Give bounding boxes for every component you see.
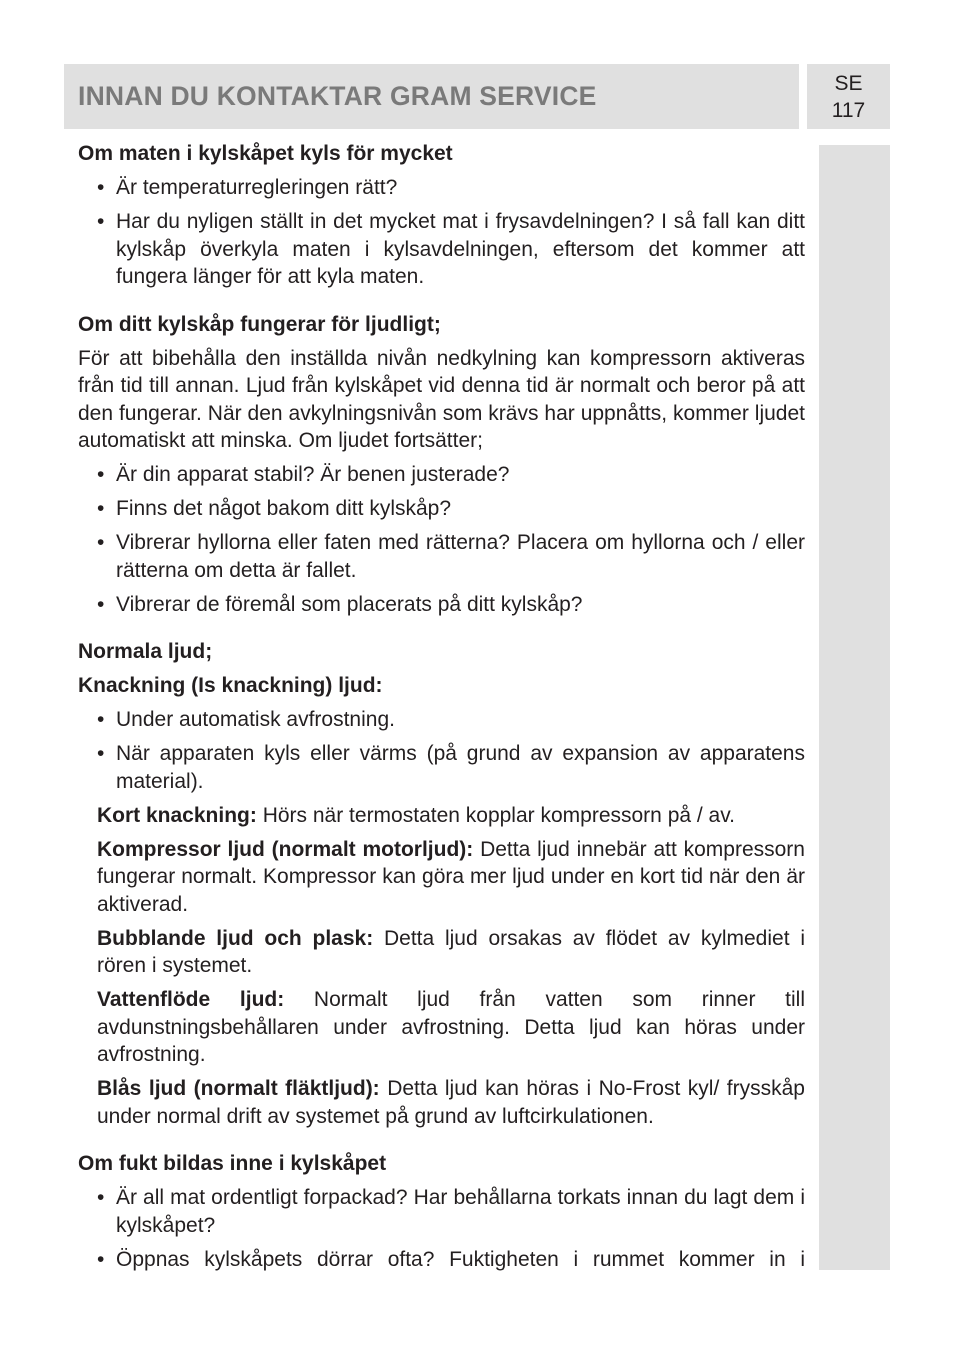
bullet-icon: •: [97, 497, 105, 520]
page-number: 117: [831, 98, 866, 122]
section-subheading: Knackning (Is knackning) ljud:: [78, 674, 383, 697]
bullet-text: Öppnas kylskåpets dörrar ofta? Fuktigheten i rummet kommer in i: [116, 1247, 805, 1271]
bullet-icon: •: [97, 1247, 105, 1271]
definition-term: Blås ljud (normalt fläktljud):: [97, 1077, 380, 1100]
definition: [97, 925, 805, 980]
bullet-text: Är all mat ordentligt forpackad? Har behållarna torkats innan du lagt dem i kylskåpet?: [116, 1186, 805, 1237]
list-item: [78, 208, 805, 291]
definition: [97, 1075, 805, 1130]
definition-text: Detta ljud orsakas av flödet av kylmediet i rören i systemet.: [97, 926, 805, 977]
list-item: [78, 495, 805, 523]
page-tab: [807, 64, 890, 129]
bullet-text: Har du nyligen ställt in det mycket mat i frysavdelningen? I så fall kan ditt kylskåp överkyla maten i kylsavdelningen, eftersom det kommer att fungera länger för att kyla maten.: [116, 210, 805, 288]
definition: [97, 986, 805, 1069]
side-strip: [819, 145, 890, 1270]
definition-term: Vattenflöde ljud:: [97, 988, 285, 1011]
bullet-text: Vibrerar hyllorna eller faten med rätterna? Placera om hyllorna och / eller rätterna om detta är fallet.: [116, 531, 805, 582]
bullet-icon: •: [97, 708, 105, 731]
bullet-icon: •: [97, 463, 105, 486]
section-heading: Om fukt bildas inne i kylskåpet: [78, 1152, 387, 1175]
definition-text: Detta ljud kan höras i No-Frost kyl/ frysskåp under normal drift av systemet på grund av luftcirkulationen.: [97, 1077, 805, 1128]
section-heading: Normala ljud;: [78, 640, 213, 663]
definition-term: Bubblande ljud och plask:: [97, 926, 374, 950]
definition-term: Kort knackning:: [97, 803, 257, 827]
section-heading: Om maten i kylskåpet kyls för mycket: [78, 142, 453, 165]
bullet-text: Under automatisk avfrostning.: [116, 708, 395, 731]
list-item: [78, 740, 805, 795]
list-item: [78, 591, 805, 619]
bullet-text: Vibrerar de föremål som placerats på ditt kylskåp?: [116, 592, 583, 616]
bullet-text: Är din apparat stabil? Är benen justerade?: [116, 463, 510, 486]
definition-term: Kompressor ljud (normalt motorljud):: [97, 837, 474, 861]
bullet-text: Finns det något bakom ditt kylskåp?: [116, 497, 452, 520]
bullet-icon: •: [97, 176, 105, 199]
definition: [97, 802, 805, 830]
definition-text: Detta ljud innebär att kompressorn fungerar normalt. Kompressor kan göra mer ljud under en kort tid när den är aktiverad.: [97, 837, 805, 916]
bullet-icon: •: [97, 1186, 105, 1209]
section-heading: Om ditt kylskåp fungerar för ljudligt;: [78, 312, 441, 336]
bullet-text: Är temperaturregleringen rätt?: [116, 176, 398, 199]
list-item: [78, 174, 805, 202]
header-bar: [64, 64, 799, 129]
list-item: [78, 1246, 805, 1274]
definition-text: Normalt ljud från vatten som rinner till avdunstningsbehållaren under avfrostning. Detta ljud kan höras under avfrostning.: [97, 988, 805, 1066]
list-item: [78, 461, 805, 489]
list-item: [78, 1184, 805, 1239]
language-code: SE: [834, 71, 863, 95]
bullet-icon: •: [97, 210, 105, 233]
content: [78, 140, 805, 1273]
list-item: [78, 706, 805, 734]
paragraph: För att bibehålla den inställda nivån nedkylning kan kompressorn aktiveras från tid till annan. Ljud från kylskåpet vid denna tid är normalt och beror på att den fungerar. När den avkylningsnivån som krävs har uppnåtts, kommer ljudet automatiskt att minska. Om ljudet fortsätter;: [78, 346, 805, 452]
page-title: INNAN DU KONTAKTAR GRAM SERVICE: [78, 81, 597, 111]
list-item: [78, 529, 805, 584]
bullet-icon: •: [97, 592, 105, 616]
bullet-text: När apparaten kyls eller värms (på grund av expansion av apparatens material).: [116, 742, 805, 793]
definition: [97, 836, 805, 919]
bullet-icon: •: [97, 742, 105, 765]
bullet-icon: •: [97, 531, 105, 554]
definition-text: Hörs när termostaten kopplar kompressorn på / av.: [256, 803, 736, 827]
